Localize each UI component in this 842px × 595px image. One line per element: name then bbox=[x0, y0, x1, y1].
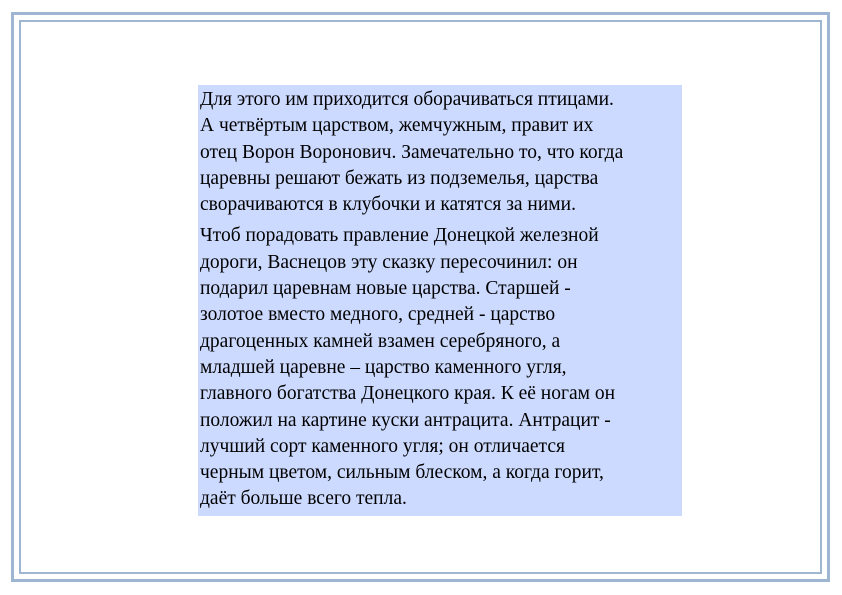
text-line: драгоценных камней взамен серебряного, а bbox=[200, 330, 561, 352]
text-line: даёт больше всего тепла. bbox=[200, 488, 407, 510]
text-line: главного богатства Донецкого края. К её ногам он bbox=[200, 383, 616, 405]
text-line: Для этого им приходится оборачиваться птицами. bbox=[200, 89, 614, 110]
text-line: младшей царевне – царство каменного угля, bbox=[200, 356, 567, 378]
text-line: золотое вместо медного, средней - царство bbox=[200, 304, 556, 326]
paragraph-1 bbox=[200, 87, 680, 218]
slide-text-block bbox=[198, 85, 682, 516]
text-line: дороги, Васнецов эту сказку пересочинил: он bbox=[200, 251, 578, 273]
text-line: А четвёртым царством, жемчужным, правит их bbox=[200, 115, 594, 137]
text-line: лучший сорт каменного угля; он отличается bbox=[200, 435, 565, 457]
text-line: черным цветом, сильным блеском, а когда горит, bbox=[200, 462, 604, 484]
text-line: сворачиваются в клубочки и катятся за ними. bbox=[200, 194, 576, 216]
paragraph-2 bbox=[200, 223, 680, 512]
text-line: Чтоб порадовать правление Донецкой железной bbox=[200, 225, 599, 247]
text-line: царевны решают бежать из подземелья, царства bbox=[200, 167, 599, 189]
text-line: отец Ворон Воронович. Замечательно то, что когда bbox=[200, 141, 624, 163]
text-line: подарил царевнам новые царства. Старшей - bbox=[200, 278, 571, 300]
text-line: положил на картине куски антрацита. Антрацит - bbox=[200, 409, 611, 431]
